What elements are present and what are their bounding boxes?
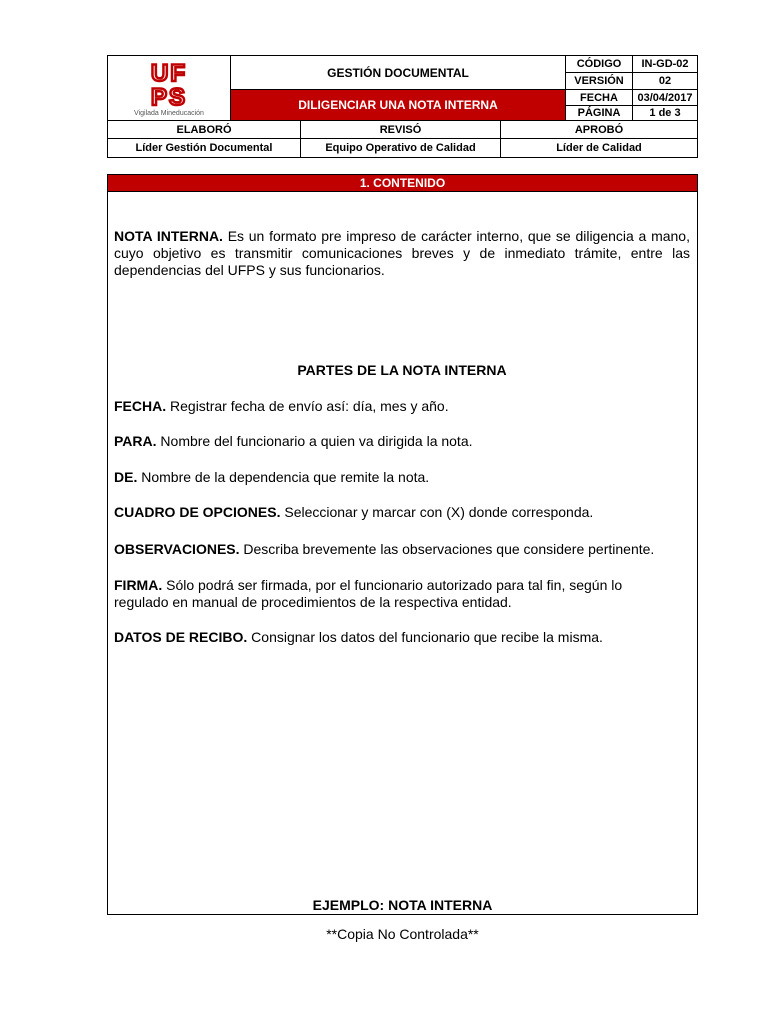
item-term: FIRMA.	[114, 577, 163, 593]
document-area-title: GESTIÓN DOCUMENTAL	[230, 55, 566, 90]
item-text: Nombre de la dependencia que remite la nota.	[137, 469, 430, 485]
intro-term: NOTA INTERNA.	[114, 228, 223, 244]
meta-label-date: FECHA	[565, 89, 633, 106]
item-observaciones	[114, 541, 690, 558]
item-term: PARA.	[114, 433, 157, 449]
parts-heading: PARTES DE LA NOTA INTERNA	[297, 362, 507, 378]
meta-value-code: IN-GD-02	[632, 55, 698, 73]
footer-note: **Copia No Controlada**	[326, 926, 479, 942]
item-term: DE.	[114, 469, 138, 485]
example-heading: EJEMPLO: NOTA INTERNA	[312, 897, 493, 913]
meta-value-page: 1 de 3	[632, 105, 698, 121]
role-elaboro: ELABORÓ	[107, 120, 301, 139]
section-title-rule	[108, 191, 697, 192]
item-para	[114, 433, 690, 450]
meta-label-version: VERSIÓN	[565, 72, 633, 90]
ufps-logo	[107, 55, 231, 121]
meta-value-version: 02	[632, 72, 698, 90]
meta-value-date: 03/04/2017	[632, 89, 698, 106]
item-firma	[114, 577, 674, 611]
logo-caption: Vigilada Mineducación	[134, 110, 204, 117]
logo-bottom-text: PS	[150, 84, 188, 109]
item-term: OBSERVACIONES.	[114, 541, 240, 557]
item-text: Seleccionar y marcar con (X) donde corresponda.	[280, 504, 594, 520]
logo-top-text: UF	[151, 60, 187, 87]
item-datos-recibo	[114, 629, 690, 646]
person-aprobo: Líder de Calidad	[500, 138, 698, 158]
item-cuadro-opciones	[114, 504, 690, 521]
item-term: FECHA.	[114, 398, 167, 414]
item-text: Sólo podrá ser firmada, por el funcionario autorizado para tal fin, según lo regulado en manual de procedimientos de la respectiva entidad.	[114, 577, 623, 610]
item-term: CUADRO DE OPCIONES.	[114, 504, 281, 520]
section-title: 1. CONTENIDO	[108, 175, 697, 191]
item-text: Consignar los datos del funcionario que recibe la misma.	[247, 629, 603, 645]
item-text: Describa brevemente las observaciones que considere pertinente.	[239, 541, 655, 557]
meta-label-code: CÓDIGO	[565, 55, 633, 73]
ufps-logo-mark	[129, 59, 209, 109]
item-de	[114, 469, 690, 486]
item-term: DATOS DE RECIBO.	[114, 629, 248, 645]
item-text: Registrar fecha de envío así: día, mes y año.	[166, 398, 449, 414]
item-text: Nombre del funcionario a quien va dirigida la nota.	[156, 433, 473, 449]
item-fecha	[114, 398, 690, 415]
document-title: DILIGENCIAR UNA NOTA INTERNA	[230, 89, 566, 121]
intro-paragraph	[114, 228, 690, 279]
meta-label-page: PÁGINA	[565, 105, 633, 121]
person-elaboro: Líder Gestión Documental	[107, 138, 301, 158]
person-reviso: Equipo Operativo de Calidad	[300, 138, 501, 158]
role-aprobo: APROBÓ	[500, 120, 698, 139]
role-reviso: REVISÓ	[300, 120, 501, 139]
intro-text: Es un formato pre impreso de carácter interno, que se diligencia a mano, cuyo objetivo es transmitir comunicaciones breves y de inmediato trámite, entre las dependencias del UFPS y sus funcionarios.	[114, 228, 690, 278]
